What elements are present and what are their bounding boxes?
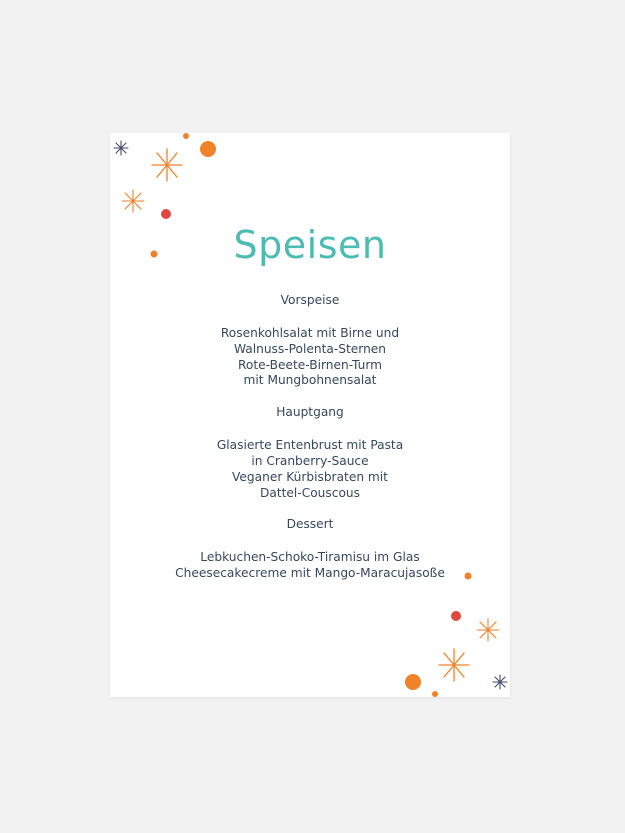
sparkle-star-icon: [439, 649, 469, 681]
menu-item: mit Mungbohnensalat: [243, 373, 377, 388]
dot-icon: [432, 691, 438, 697]
dot-icon: [451, 611, 461, 621]
menu-section: [110, 517, 510, 582]
section-items: [110, 550, 510, 582]
menu-title: Speisen: [233, 223, 387, 267]
dot-icon: [405, 674, 421, 690]
sparkle-star-icon: [477, 619, 499, 641]
menu-item: Rote-Beete-Birnen-Turm: [238, 357, 382, 372]
sparkle-star-icon: [493, 675, 507, 689]
dot-icon: [161, 209, 171, 219]
section-heading: Vorspeise: [280, 293, 340, 307]
sparkle-star-icon: [114, 141, 128, 155]
menu-item: Veganer Kürbisbraten mit: [232, 469, 388, 484]
menu-item: Walnuss-Polenta-Sternen: [233, 341, 387, 356]
dot-icon: [183, 133, 189, 139]
dot-icon: [200, 141, 216, 157]
menu-item: Dattel-Couscous: [260, 485, 360, 500]
menu-item: in Cranberry-Sauce: [251, 453, 369, 468]
sparkle-star-icon: [122, 190, 144, 212]
menu-content: [110, 293, 510, 598]
section-items: [110, 326, 510, 389]
menu-card: [110, 133, 510, 697]
menu-section: [110, 293, 510, 389]
section-heading: Hauptgang: [276, 405, 344, 420]
menu-item: Lebkuchen-Schoko-Tiramisu im Glas: [200, 550, 420, 565]
menu-item: Cheesecakecreme mit Mango-Maracujasoße: [175, 566, 445, 581]
section-items: [110, 438, 510, 501]
section-heading: Dessert: [286, 517, 334, 532]
menu-item: Rosenkohlsalat mit Birne und: [220, 326, 400, 340]
menu-item: Glasierte Entenbrust mit Pasta: [216, 438, 404, 453]
menu-section: [110, 405, 510, 501]
sparkle-star-icon: [152, 149, 182, 181]
